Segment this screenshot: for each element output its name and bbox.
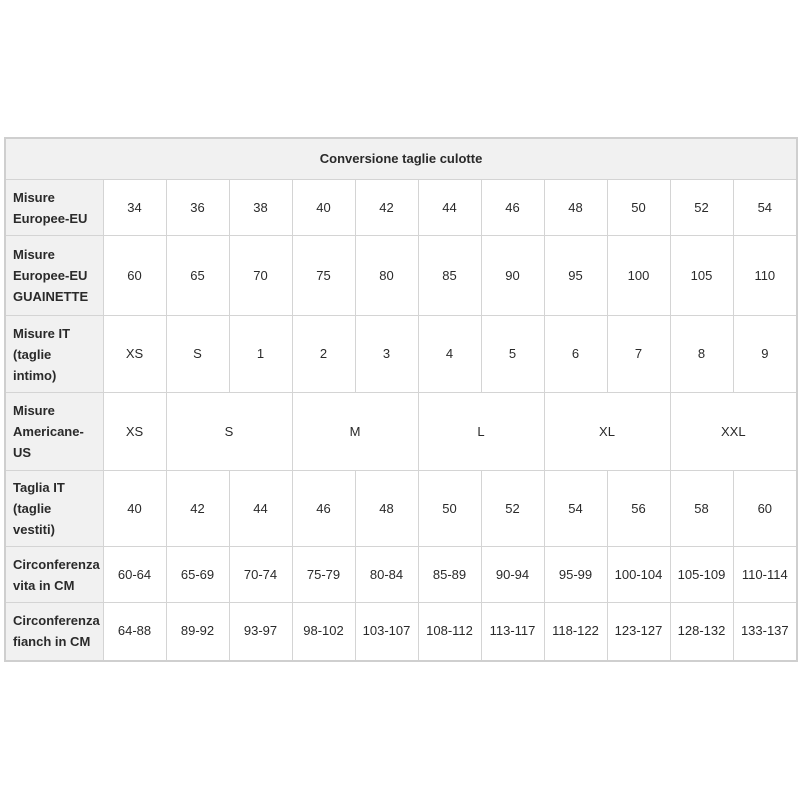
table-cell: 48	[544, 180, 607, 236]
table-title-row	[5, 138, 797, 180]
table-cell: 50	[418, 471, 481, 547]
row-header-line: fianch in CM	[13, 634, 91, 650]
row-header-line: Misure IT	[13, 325, 71, 341]
table-cell: 128-132	[670, 603, 733, 661]
table-cell: 108-112	[418, 603, 481, 661]
table-cell: 80	[355, 236, 418, 316]
table-cell: 58	[670, 471, 733, 547]
table-cell: 93-97	[229, 603, 292, 661]
table-cell: XS	[103, 393, 166, 471]
table-cell: 60-64	[103, 547, 166, 603]
row-header	[5, 471, 103, 547]
table-row	[5, 547, 797, 603]
table-cell: 110	[733, 236, 797, 316]
table-cell: 52	[670, 180, 733, 236]
table-cell: M	[292, 393, 418, 471]
table-cell: 65-69	[166, 547, 229, 603]
row-header-line: Europee-EU	[13, 268, 88, 283]
table-cell: 54	[544, 471, 607, 547]
table-cell: 6	[544, 316, 607, 393]
row-header-line: Americane-	[13, 424, 84, 439]
row-header	[5, 547, 103, 603]
row-header-line: Misure	[13, 189, 55, 205]
table-cell: 38	[229, 180, 292, 236]
table-cell: 40	[292, 180, 355, 236]
table-cell: 34	[103, 180, 166, 236]
table-cell: 105-109	[670, 547, 733, 603]
table-cell: 89-92	[166, 603, 229, 661]
table-row	[5, 180, 797, 236]
table-cell: 90	[481, 236, 544, 316]
table-row	[5, 236, 797, 316]
table-row	[5, 316, 797, 393]
table-cell: 42	[355, 180, 418, 236]
table-cell: 95-99	[544, 547, 607, 603]
row-header-line: US	[13, 445, 32, 460]
table-cell: 98-102	[292, 603, 355, 661]
table-cell: 100-104	[607, 547, 670, 603]
table-cell: 70-74	[229, 547, 292, 603]
row-header-line: intimo)	[13, 367, 57, 383]
table-cell: 5	[481, 316, 544, 393]
table-cell: 118-122	[544, 603, 607, 661]
table-cell: 50	[607, 180, 670, 236]
table-cell: 9	[733, 316, 797, 393]
table-cell: 56	[607, 471, 670, 547]
size-conversion-table-container	[4, 137, 798, 662]
table-cell: 75	[292, 236, 355, 316]
table-cell: 85-89	[418, 547, 481, 603]
table-cell: 60	[733, 471, 797, 547]
table-cell: 4	[418, 316, 481, 393]
row-header-line: Circonferenza	[13, 613, 100, 629]
table-cell: 95	[544, 236, 607, 316]
row-header-line: (taglie	[13, 501, 52, 516]
table-cell: L	[418, 393, 544, 471]
table-cell: 8	[670, 316, 733, 393]
table-cell: 1	[229, 316, 292, 393]
row-header	[5, 393, 103, 471]
table-cell: 3	[355, 316, 418, 393]
table-cell: 133-137	[733, 603, 797, 661]
table-cell: 123-127	[607, 603, 670, 661]
table-cell: 75-79	[292, 547, 355, 603]
table-cell: 103-107	[355, 603, 418, 661]
table-row	[5, 603, 797, 661]
table-cell: 64-88	[103, 603, 166, 661]
table-cell: 48	[355, 471, 418, 547]
row-header-line: Misure	[13, 247, 55, 262]
table-cell: 2	[292, 316, 355, 393]
table-cell: 80-84	[355, 547, 418, 603]
table-cell: 100	[607, 236, 670, 316]
row-header-line: vestiti)	[13, 522, 55, 537]
table-cell: 40	[103, 471, 166, 547]
table-cell: XXL	[670, 393, 797, 471]
table-cell: 110-114	[733, 547, 797, 603]
table-cell: 44	[418, 180, 481, 236]
table-cell: 44	[229, 471, 292, 547]
row-header-line: (taglie	[13, 346, 52, 362]
table-cell: 60	[103, 236, 166, 316]
table-cell: 113-117	[481, 603, 544, 661]
table-cell: 65	[166, 236, 229, 316]
table-cell: 7	[607, 316, 670, 393]
row-header-line: Europee-EU	[13, 210, 88, 226]
table-cell: 52	[481, 471, 544, 547]
table-cell: 36	[166, 180, 229, 236]
table-cell: 42	[166, 471, 229, 547]
table-cell: 105	[670, 236, 733, 316]
row-header-line: Misure	[13, 403, 55, 418]
table-title: Conversione taglie culotte	[5, 138, 797, 180]
size-conversion-table	[4, 137, 798, 662]
row-header-line: vita in CM	[13, 577, 75, 593]
table-cell: 90-94	[481, 547, 544, 603]
row-header	[5, 180, 103, 236]
table-cell: 46	[292, 471, 355, 547]
table-cell: 46	[481, 180, 544, 236]
table-cell: 54	[733, 180, 797, 236]
table-row	[5, 393, 797, 471]
table-cell: 70	[229, 236, 292, 316]
table-row	[5, 471, 797, 547]
table-cell: XL	[544, 393, 670, 471]
table-cell: XS	[103, 316, 166, 393]
row-header-line: Circonferenza	[13, 556, 100, 572]
row-header	[5, 316, 103, 393]
row-header-line: GUAINETTE	[13, 289, 89, 304]
table-cell: S	[166, 393, 292, 471]
row-header	[5, 236, 103, 316]
table-cell: S	[166, 316, 229, 393]
row-header	[5, 603, 103, 661]
table-cell: 85	[418, 236, 481, 316]
row-header-line: Taglia IT	[13, 480, 65, 495]
